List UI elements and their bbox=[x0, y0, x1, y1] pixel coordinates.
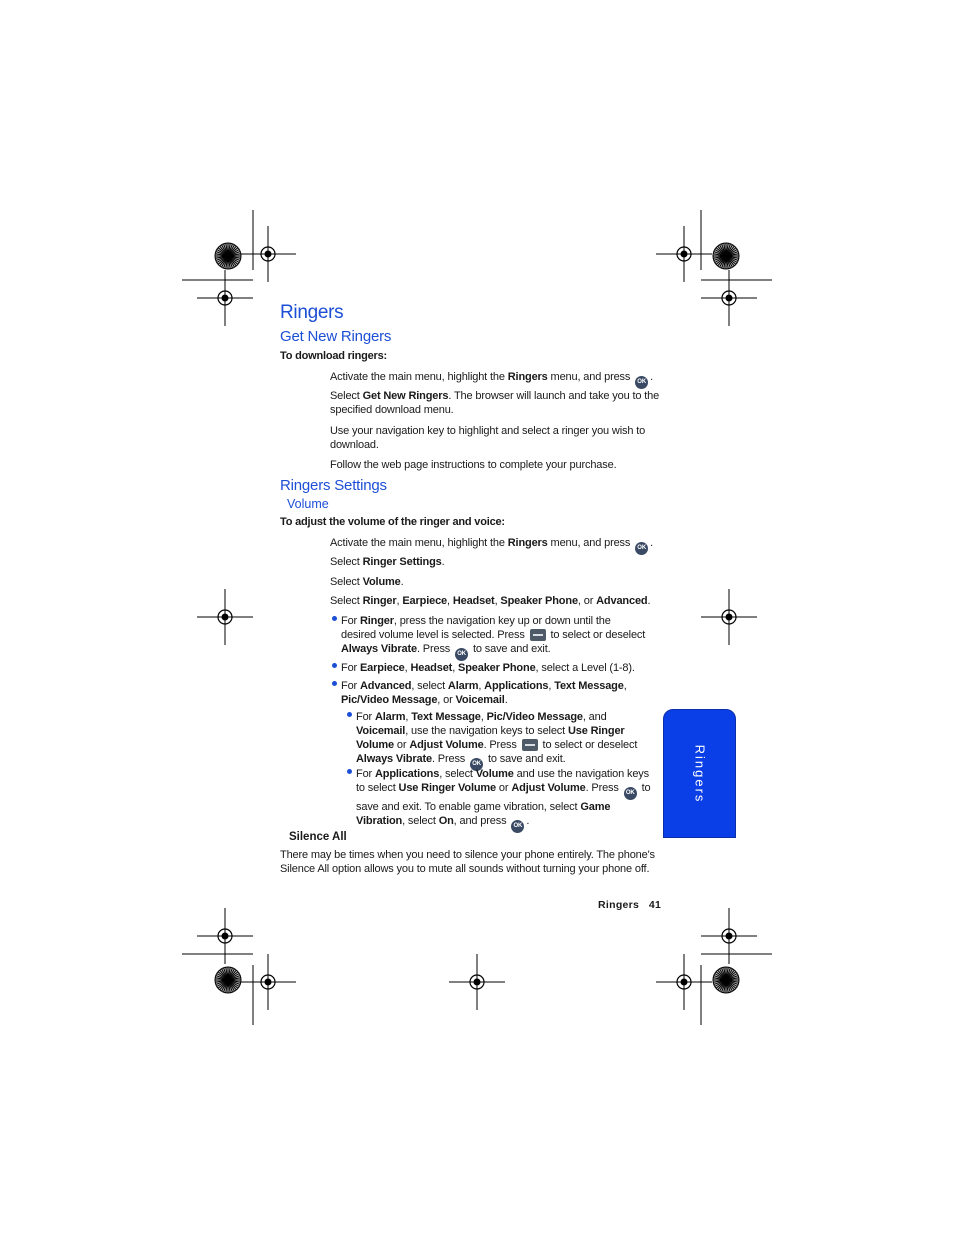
footer-section-name: Ringers bbox=[598, 899, 640, 911]
step: Select Volume. bbox=[330, 576, 404, 588]
step: Use your navigation key to highlight and select a ringer you wish to download. bbox=[330, 425, 646, 451]
subsection-heading-silence-all: Silence All bbox=[289, 831, 347, 843]
registration-target-center bbox=[726, 614, 733, 621]
registration-target-center bbox=[681, 979, 688, 986]
ok-key-icon: OK bbox=[455, 648, 468, 661]
procedure-lead: To adjust the volume of the ringer and voice: bbox=[280, 516, 505, 528]
list-item: For Alarm, Text Message, Pic/Video Message, and Voicemail, use the navigation keys to select Use Ringer Volume or Adjust Volume. Press to select or deselect Always Vibrate. Press OK to save and exit. bbox=[356, 710, 656, 771]
step: Select Get New Ringers. The browser will launch and take you to the specified download menu. bbox=[330, 390, 660, 416]
list-item: For Applications, select Volume and use the navigation keys to select Use Ringer Volume or Adjust Volume. Press OK to save and exit. To enable game vibration, select Game Vibration, select On, and press OK . bbox=[356, 767, 656, 833]
bullet-icon bbox=[332, 681, 337, 686]
chapter-side-tab bbox=[663, 709, 736, 838]
menu-key-icon bbox=[530, 629, 546, 641]
step: Select Ringer Settings. bbox=[330, 556, 445, 568]
section-heading-get-new-ringers: Get New Ringers bbox=[280, 328, 392, 345]
page-title: Ringers bbox=[280, 302, 344, 323]
registration-target-center bbox=[222, 295, 229, 302]
step: Activate the main menu, highlight the Ringers menu, and press OK . bbox=[330, 536, 660, 555]
menu-key-icon bbox=[522, 739, 538, 751]
ok-key-icon: OK bbox=[635, 542, 648, 555]
registration-target-center bbox=[726, 933, 733, 940]
body-paragraph: There may be times when you need to silence your phone entirely. The phone's Silence All option allows you to mute all sounds without turning your phone off. bbox=[280, 849, 655, 875]
step: Activate the main menu, highlight the Ringers menu, and press OK . bbox=[330, 370, 660, 389]
procedure-lead: To download ringers: bbox=[280, 350, 388, 362]
ok-key-icon: OK bbox=[511, 820, 524, 833]
step: Select Ringer, Earpiece, Headset, Speaker Phone, or Advanced. bbox=[330, 595, 651, 607]
list-item: For Ringer, press the navigation key up or down until the desired volume level is selected. Press to select or deselect Always Vibrate. Press OK to save and exit. bbox=[341, 614, 646, 661]
bullet-icon bbox=[347, 712, 352, 717]
ok-key-icon: OK bbox=[635, 376, 648, 389]
ok-key-icon: OK bbox=[624, 787, 637, 800]
list-item: For Advanced, select Alarm, Applications, Text Message, Pic/Video Message, or Voicemail. bbox=[341, 680, 627, 706]
registration-target-center bbox=[265, 979, 272, 986]
registration-target-center bbox=[222, 614, 229, 621]
registration-target-center bbox=[222, 933, 229, 940]
bullet-icon bbox=[332, 616, 337, 621]
page-footer bbox=[598, 899, 661, 911]
list-item: For Earpiece, Headset, Speaker Phone, select a Level (1-8). bbox=[341, 662, 635, 674]
registration-target-center bbox=[474, 979, 481, 986]
section-heading-ringers-settings: Ringers Settings bbox=[280, 477, 387, 494]
registration-target-center bbox=[726, 295, 733, 302]
step: Follow the web page instructions to complete your purchase. bbox=[330, 459, 617, 471]
registration-target-center bbox=[265, 251, 272, 258]
ok-key-icon: OK bbox=[470, 758, 483, 771]
bullet-icon bbox=[332, 663, 337, 668]
page-number: 41 bbox=[648, 899, 662, 911]
chapter-side-tab-label: Ringers bbox=[692, 744, 707, 803]
registration-target-center bbox=[681, 251, 688, 258]
subsection-heading-volume: Volume bbox=[287, 497, 329, 511]
bullet-icon bbox=[347, 769, 352, 774]
